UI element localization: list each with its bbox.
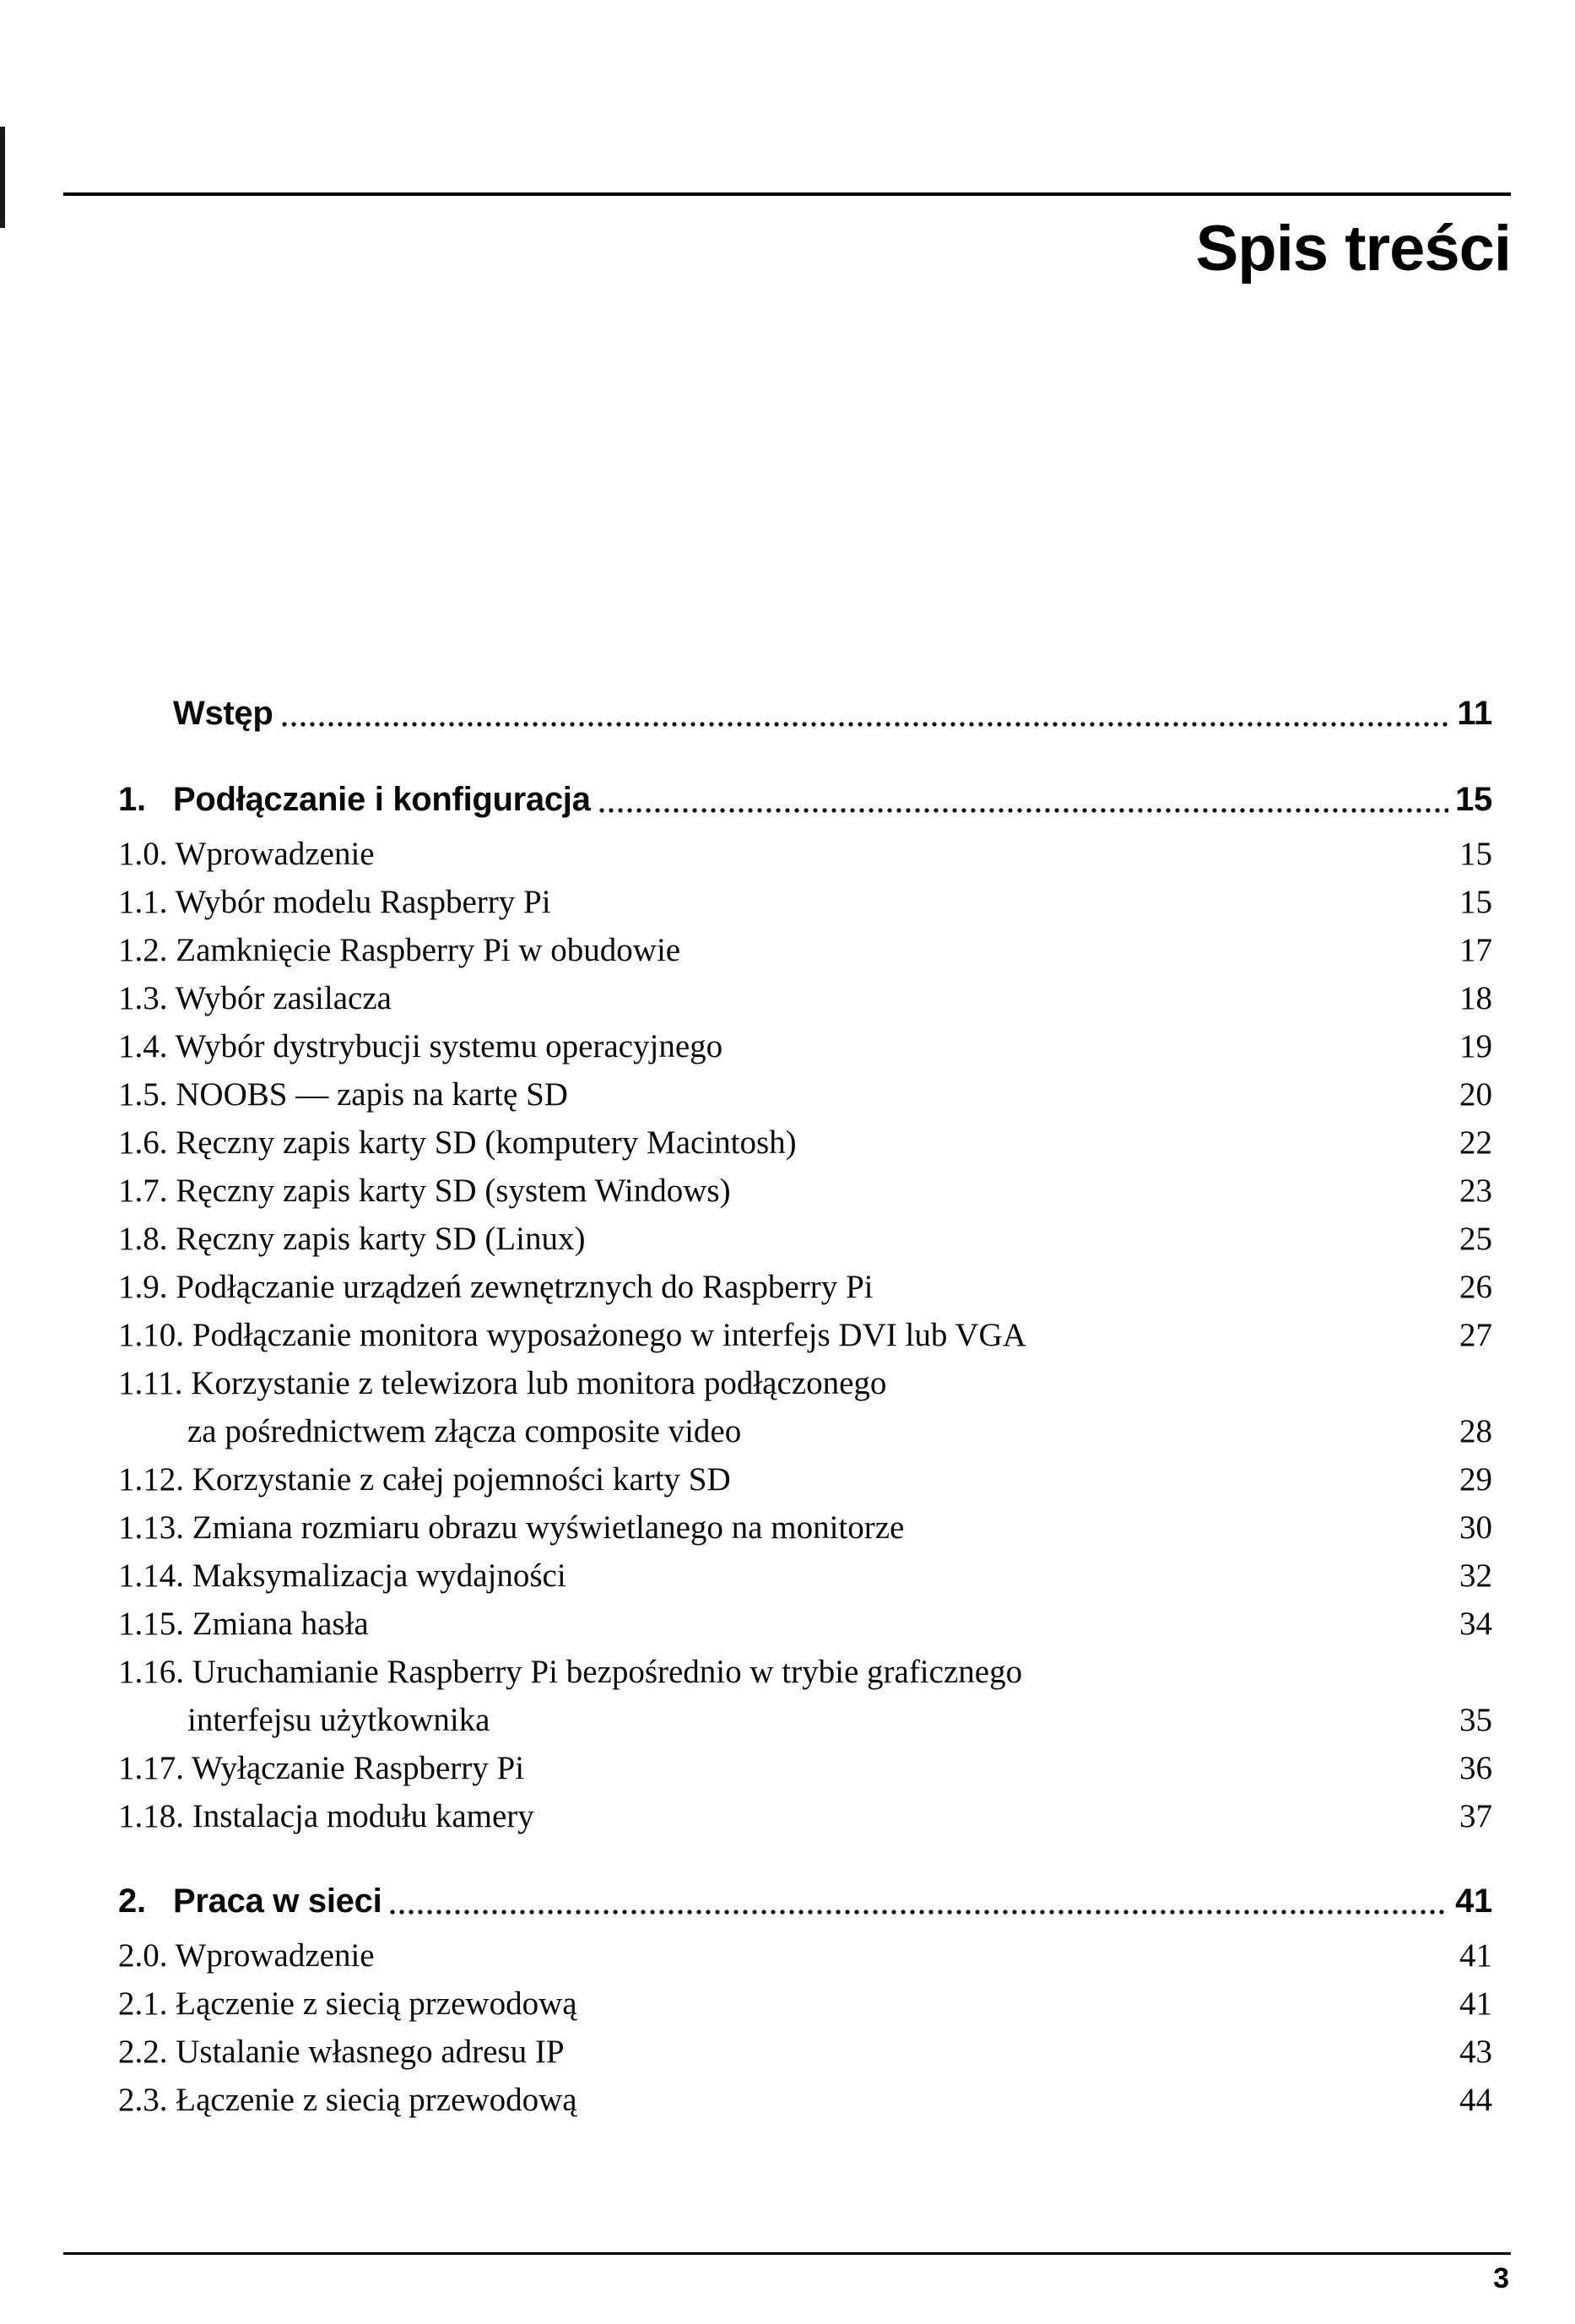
toc-entry-row bbox=[118, 1792, 1492, 1840]
toc-entry-row bbox=[118, 1696, 1492, 1744]
entry-page: 44 bbox=[1459, 2082, 1492, 2118]
entry-title: 1.4. Wybór dystrybucji systemu operacyjnego bbox=[118, 1028, 723, 1064]
entry-title: 1.3. Wybór zasilacza bbox=[118, 980, 392, 1016]
toc-entry-row bbox=[118, 2076, 1492, 2124]
entry-page: 29 bbox=[1459, 1461, 1492, 1498]
dot-leader bbox=[390, 1910, 1448, 1915]
toc-entry-row bbox=[118, 1070, 1492, 1119]
toc-entry-row bbox=[118, 1022, 1492, 1070]
toc-entry-row bbox=[118, 1119, 1492, 1167]
toc-entry-row bbox=[118, 1263, 1492, 1311]
entry-page: 15 bbox=[1459, 884, 1492, 920]
toc-entry-row bbox=[118, 1744, 1492, 1792]
dot-leader bbox=[599, 808, 1449, 813]
toc-entry-row bbox=[118, 2028, 1492, 2076]
chapter-page: 15 bbox=[1455, 781, 1492, 818]
entry-title: 1.0. Wprowadzenie bbox=[118, 836, 375, 872]
entry-page: 41 bbox=[1459, 1937, 1492, 1974]
chapter-number: 2. bbox=[118, 1882, 146, 1920]
toc-list bbox=[118, 688, 1492, 2124]
toc-entry-row bbox=[118, 926, 1492, 974]
entry-title: interfejsu użytkownika bbox=[187, 1702, 490, 1738]
entry-title: 1.16. Uruchamianie Raspberry Pi bezpośrednio w trybie graficznego bbox=[118, 1654, 1023, 1690]
entry-page: 35 bbox=[1459, 1702, 1492, 1738]
dot-leader bbox=[282, 722, 1451, 727]
toc-entry-row bbox=[118, 1311, 1492, 1359]
toc-entry-row bbox=[118, 1552, 1492, 1600]
toc-entry-row bbox=[118, 878, 1492, 926]
entry-title: 1.7. Ręczny zapis karty SD (system Windows) bbox=[118, 1173, 731, 1209]
entry-title: 1.11. Korzystanie z telewizora lub monitora podłączonego bbox=[118, 1365, 887, 1401]
page-title: Spis treści bbox=[1195, 213, 1511, 284]
toc-entry-row bbox=[118, 1407, 1492, 1455]
entry-title: 1.2. Zamknięcie Raspberry Pi w obudowie bbox=[118, 932, 681, 968]
chapter-title: Wstęp bbox=[173, 695, 273, 732]
entry-page: 32 bbox=[1459, 1557, 1492, 1594]
entry-title: 2.3. Łączenie z siecią przewodową bbox=[118, 2082, 577, 2118]
chapter-number: 1. bbox=[118, 781, 146, 818]
entry-page: 15 bbox=[1459, 836, 1492, 872]
entry-page: 17 bbox=[1459, 932, 1492, 968]
entry-title: 2.1. Łączenie z siecią przewodową bbox=[118, 1985, 577, 2022]
entry-title: 1.1. Wybór modelu Raspberry Pi bbox=[118, 884, 551, 920]
entry-title: 1.15. Zmiana hasła bbox=[118, 1606, 369, 1642]
chapter-page: 11 bbox=[1457, 695, 1492, 732]
entry-page: 28 bbox=[1459, 1413, 1492, 1449]
footer-rule bbox=[63, 2252, 1511, 2255]
entry-page: 26 bbox=[1459, 1269, 1492, 1305]
toc-chapter-row bbox=[118, 774, 1492, 825]
toc-entry-row bbox=[118, 1455, 1492, 1503]
entry-page: 37 bbox=[1459, 1798, 1492, 1834]
entry-page: 19 bbox=[1459, 1028, 1492, 1064]
toc-entry-row bbox=[118, 830, 1492, 878]
toc-chapter-row bbox=[118, 1876, 1492, 1926]
chapter-page: 41 bbox=[1455, 1882, 1492, 1920]
entry-page: 22 bbox=[1459, 1124, 1492, 1161]
entry-title: 1.10. Podłączanie monitora wyposażonego w interfejs DVI lub VGA bbox=[118, 1317, 1026, 1353]
header-rule bbox=[63, 192, 1511, 196]
page-number: 3 bbox=[1493, 2262, 1509, 2294]
toc-entry-row bbox=[118, 1931, 1492, 1980]
toc-chapter-row bbox=[118, 688, 1492, 739]
entry-page: 20 bbox=[1459, 1076, 1492, 1113]
chapter-title: Podłączanie i konfiguracja bbox=[173, 781, 591, 818]
entry-title: 1.9. Podłączanie urządzeń zewnętrznych do Raspberry Pi bbox=[118, 1269, 874, 1305]
toc-entry-row bbox=[118, 1503, 1492, 1552]
chapter-title: Praca w sieci bbox=[173, 1882, 382, 1920]
entry-page: 30 bbox=[1459, 1509, 1492, 1546]
scan-artifact bbox=[0, 127, 5, 228]
entry-page: 43 bbox=[1459, 2034, 1492, 2070]
entry-page: 27 bbox=[1459, 1317, 1492, 1353]
entry-title: 1.8. Ręczny zapis karty SD (Linux) bbox=[118, 1221, 586, 1257]
entry-title: 1.14. Maksymalizacja wydajności bbox=[118, 1557, 566, 1594]
toc-entry-row bbox=[118, 1600, 1492, 1648]
entry-title: 1.18. Instalacja modułu kamery bbox=[118, 1798, 534, 1834]
toc-entry-row bbox=[118, 974, 1492, 1022]
entry-title: 1.6. Ręczny zapis karty SD (komputery Macintosh) bbox=[118, 1124, 797, 1161]
entry-page: 23 bbox=[1459, 1173, 1492, 1209]
toc-entry-row bbox=[118, 1167, 1492, 1215]
entry-page: 25 bbox=[1459, 1221, 1492, 1257]
entry-page: 34 bbox=[1459, 1606, 1492, 1642]
entry-title: 1.17. Wyłączanie Raspberry Pi bbox=[118, 1750, 525, 1786]
entry-page: 36 bbox=[1459, 1750, 1492, 1786]
entry-title: 1.5. NOOBS — zapis na kartę SD bbox=[118, 1076, 568, 1113]
entry-title: 1.12. Korzystanie z całej pojemności karty SD bbox=[118, 1461, 731, 1498]
entry-title: 2.2. Ustalanie własnego adresu IP bbox=[118, 2034, 565, 2070]
toc-entry-row bbox=[118, 1215, 1492, 1263]
entry-title: za pośrednictwem złącza composite video bbox=[187, 1413, 742, 1449]
toc-entry-row bbox=[118, 1359, 1492, 1407]
entry-title: 2.0. Wprowadzenie bbox=[118, 1937, 375, 1974]
toc-entry-row bbox=[118, 1980, 1492, 2028]
entry-title: 1.13. Zmiana rozmiaru obrazu wyświetlanego na monitorze bbox=[118, 1509, 905, 1546]
entry-page: 41 bbox=[1459, 1985, 1492, 2022]
entry-page: 18 bbox=[1459, 980, 1492, 1016]
toc-entry-row bbox=[118, 1648, 1492, 1696]
